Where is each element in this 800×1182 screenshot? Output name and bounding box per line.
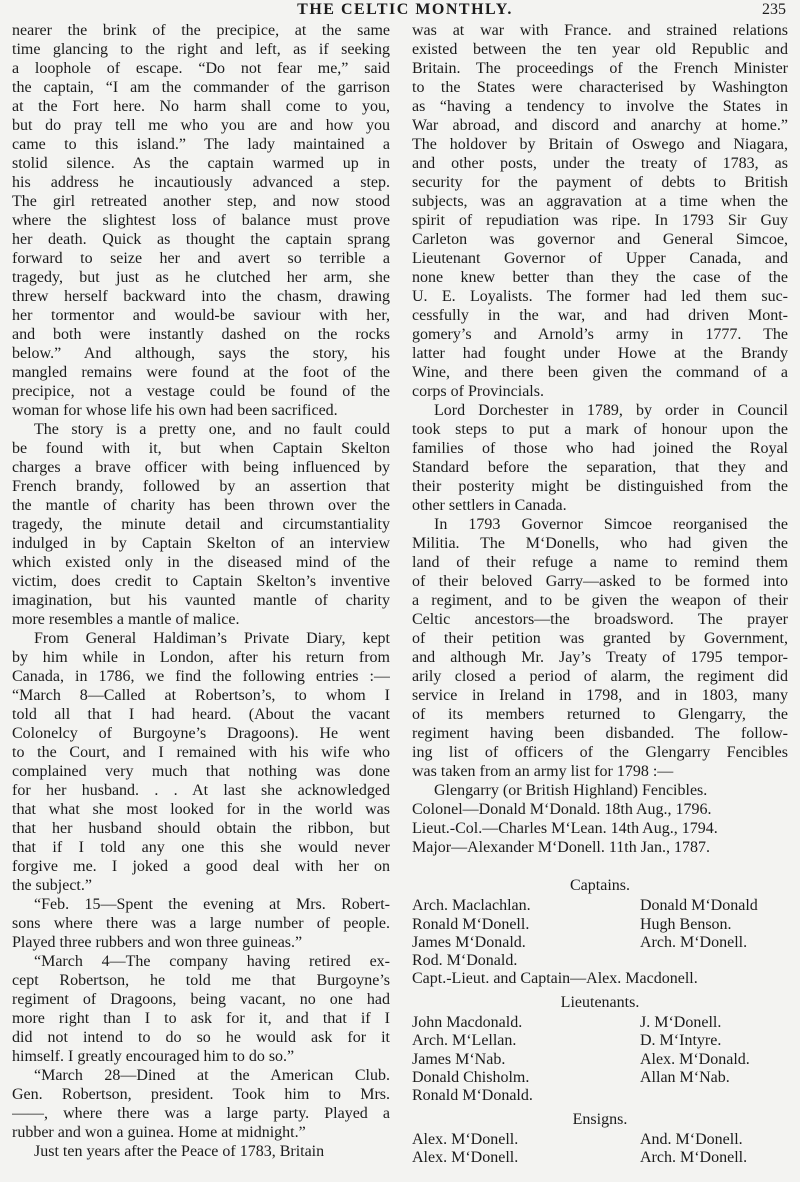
officer-row xyxy=(412,897,788,915)
left-column xyxy=(12,21,390,1161)
officer-name: Donald M‘Donald xyxy=(640,897,758,915)
text-line: a loophole of escape. “Do not fear me,” said xyxy=(12,60,390,77)
officer-list xyxy=(412,872,788,1167)
text-line: her death. Quick as thought the captain sprang xyxy=(12,231,390,248)
text-line: that her husband should obtain the ribbon, but xyxy=(12,820,390,837)
text-line: “March 8—Called at Robertson’s, to whom I xyxy=(12,687,390,704)
text-line: came to this island.” The lady maintained a xyxy=(12,136,390,153)
officer-name: James M‘Nab. xyxy=(412,1050,506,1068)
officer-name: James M‘Donald. xyxy=(412,933,526,951)
text-line: to the Court, and I remained with his wife who xyxy=(12,744,390,761)
text-line: stolid silence. As the captain warmed up in xyxy=(12,155,390,172)
text-line: Wine, and there been given the command of a xyxy=(412,364,788,381)
text-line: more resembles a mantle of malice. xyxy=(12,611,240,628)
text-line: From General Haldiman’s Private Diary, kept xyxy=(34,630,390,647)
officer-name: Hugh Benson. xyxy=(640,915,732,933)
text-line: regiment of Dragoons, being vacant, no one had xyxy=(12,991,390,1008)
text-line: Played three rubbers and won three guineas.” xyxy=(12,934,303,951)
text-line: took steps to put a mark of honour upon the xyxy=(412,421,788,438)
capt-lieut-line: Capt.-Lieut. and Captain—Alex. Macdonell. xyxy=(412,970,698,988)
text-line: War abroad, and discord and anarchy at home.” xyxy=(412,117,788,134)
text-line: forgive me. I joked a good deal with her on xyxy=(12,858,390,875)
officer-name: Alex. M‘Donell. xyxy=(412,1149,519,1167)
officer-row xyxy=(412,1051,788,1069)
text-line: woman for whose life his own had been sacrificed. xyxy=(12,402,338,419)
page-number: 235 xyxy=(762,1,786,18)
text-line: mangled remains were found at the foot of the xyxy=(12,364,390,381)
officer-name: Alex. M‘Donald. xyxy=(640,1050,750,1068)
text-line: other settlers in Canada. xyxy=(412,497,567,514)
text-line: threw herself backward into the chasm, drawing xyxy=(12,288,390,305)
text-line: The story is a pretty one, and no fault could xyxy=(34,421,390,438)
text-line: Standard before the separation, that they and xyxy=(412,459,788,476)
officer-name: Arch. M‘Donell. xyxy=(640,1149,748,1167)
text-line: but do pray tell me who you are and how you xyxy=(12,117,390,134)
text-line: the subject.” xyxy=(12,877,92,894)
officer-name: D. M‘Intyre. xyxy=(640,1032,722,1050)
officer-row xyxy=(412,1131,788,1149)
officer-name: Arch. Maclachlan. xyxy=(412,897,531,915)
text-line: cept Robertson, he told me that Burgoyne’s xyxy=(12,972,390,989)
text-line: Lord Dorchester in 1789, by order in Council xyxy=(434,402,788,419)
text-line: Canada, in 1786, we find the following entries :— xyxy=(12,668,390,685)
text-line: In 1793 Governor Simcoe reorganised the xyxy=(434,516,788,533)
text-line: complained very much that nothing was done xyxy=(12,763,390,780)
text-line: gomery’s and Arnold’s army in 1777. The xyxy=(412,326,788,343)
text-line: precipice, not a vestage could be found of the xyxy=(12,383,390,400)
officer-row xyxy=(412,1069,788,1087)
officer-row xyxy=(412,934,788,952)
text-line: land of their refuge a name to remind them xyxy=(412,554,788,571)
text-line: for her husband. . . At last she acknowledged xyxy=(12,782,390,799)
text-line: Militia. The M‘Donells, who had given the xyxy=(412,535,788,552)
right-column xyxy=(412,21,788,857)
lieutenants-rows xyxy=(412,1014,788,1105)
text-line: her tormentor and would-be saviour with her, xyxy=(12,307,390,324)
text-line: of its members returned to Glengarry, the xyxy=(412,706,788,723)
officer-name: Rod. M‘Donald. xyxy=(412,952,518,970)
text-line: to the States were characterised by Washington xyxy=(412,79,788,96)
text-line: at the Fort here. No harm shall come to you, xyxy=(12,98,390,115)
text-line: families of those who had joined the Royal xyxy=(412,440,788,457)
officer-name: Ronald M‘Donald. xyxy=(412,1087,533,1105)
officer-name: Alex. M‘Donell. xyxy=(412,1130,519,1148)
text-line: security for the payment of debts to British xyxy=(412,174,788,191)
text-line: sons where there was a large number of people. xyxy=(12,915,390,932)
text-line: of their beloved Garry—asked to be formed into xyxy=(412,573,788,590)
text-line: told all that I had heard. (About the vacant xyxy=(12,706,390,723)
text-line: Glengarry (or British Highland) Fencibles. xyxy=(434,782,708,799)
lieutenants-heading: Lieutenants. xyxy=(560,993,640,1011)
text-line: was taken from an army list for 1798 :— xyxy=(412,763,674,780)
officer-name: Arch. M‘Donell. xyxy=(640,933,748,951)
text-line: by him while in London, after his return from xyxy=(12,649,390,666)
text-line: where the slightest loss of balance must prove xyxy=(12,212,390,229)
officer-row xyxy=(412,952,788,970)
text-line: was at war with France. and strained relations xyxy=(412,22,788,39)
text-line: Colonelcy of Burgoyne’s Dragoons). He went xyxy=(12,725,390,742)
officer-name: Ronald M‘Donell. xyxy=(412,915,530,933)
text-line: rubber and won a guinea. Home at midnight.” xyxy=(12,1124,306,1141)
text-line: cessfully in the war, and had driven Mont- xyxy=(412,307,788,324)
officer-name: Allan M‘Nab. xyxy=(640,1068,730,1086)
text-line: tragedy, but just as he clutched her arm, she xyxy=(12,269,390,286)
text-line: and other posts, under the treaty of 1783, as xyxy=(412,155,788,172)
text-line: their posterity might be distinguished from the xyxy=(412,478,788,495)
text-line: and both were instantly dashed on the rocks xyxy=(12,326,390,343)
text-line: charges a brave officer with being influenced by xyxy=(12,459,390,476)
officer-row xyxy=(412,1014,788,1032)
text-line: himself. I greatly encouraged him to do so.” xyxy=(12,1048,295,1065)
text-line: that if I told any one this she would never xyxy=(12,839,390,856)
text-line: the mantle of charity has been thrown over the xyxy=(12,497,390,514)
officer-name: J. M‘Donell. xyxy=(640,1014,722,1032)
text-line: below.” And although, says the story, his xyxy=(12,345,390,362)
text-line: Gen. Robertson, president. Took him to Mrs. xyxy=(12,1086,390,1103)
text-line: indulged in by Captain Skelton of an interview xyxy=(12,535,390,552)
text-line: Colonel—Donald M‘Donald. 18th Aug., 1796. xyxy=(412,801,712,818)
text-line: French brandy, followed by an assertion that xyxy=(12,478,390,495)
text-line: his address he incautiously advanced a step. xyxy=(12,174,390,191)
text-line: which existed only in the diseased mind of the xyxy=(12,554,390,571)
text-line: tragedy, the minute detail and circumstantiality xyxy=(12,516,390,533)
journal-title: THE CELTIC MONTHLY. xyxy=(297,1,513,18)
captains-heading: Captains. xyxy=(570,877,630,894)
text-line: that what she most looked for in the world was xyxy=(12,801,390,818)
text-line: nearer the brink of the precipice, at the same xyxy=(12,22,390,39)
captains-rows xyxy=(412,897,788,970)
text-line: time glancing to the right and left, as if seeking xyxy=(12,41,390,58)
text-line: existed between the ten year old Republic and xyxy=(412,41,788,58)
text-line: victim, does credit to Captain Skelton’s inventive xyxy=(12,573,390,590)
officer-name: And. M‘Donell. xyxy=(640,1130,743,1148)
text-line: regiment having been disbanded. The follow- xyxy=(412,725,788,742)
text-line: imagination, but his vaunted mantle of charity xyxy=(12,592,390,609)
text-line: subjects, was an aggravation at a time when the xyxy=(412,193,788,210)
officer-row xyxy=(412,1149,788,1167)
text-line: be found with it, but when Captain Skelton xyxy=(12,440,390,457)
text-line: The girl retreated another step, and now stood xyxy=(12,193,390,210)
text-line: latter had fought under Howe at the Brandy xyxy=(412,345,788,362)
ensigns-heading: Ensigns. xyxy=(572,1110,628,1128)
text-line: a regiment, and to be given the weapon of their xyxy=(412,592,788,609)
officer-row xyxy=(412,916,788,934)
text-line: U. E. Loyalists. The former had led them suc- xyxy=(412,288,788,305)
text-line: more right than I to ask for it, and that if I xyxy=(12,1010,390,1027)
text-line: and although Mr. Jay’s Treaty of 1795 tempor- xyxy=(412,649,788,666)
officer-name: Donald Chisholm. xyxy=(412,1068,530,1086)
text-line: “Feb. 15—Spent the evening at Mrs. Robert- xyxy=(34,896,390,913)
text-line: Major—Alexander M‘Donell. 11th Jan., 1787. xyxy=(412,839,711,856)
officer-row xyxy=(412,1087,788,1105)
text-line: of their petition was granted by Government, xyxy=(412,630,788,647)
officer-name: Arch. M‘Lellan. xyxy=(412,1032,517,1050)
text-line: Carleton was governor and General Simcoe, xyxy=(412,231,788,248)
text-line: arily closed a period of alarm, the regiment did xyxy=(412,668,788,685)
text-line: service in Ireland in 1798, and in 1803, many xyxy=(412,687,788,704)
text-line: as “having a tendency to involve the States in xyxy=(412,98,788,115)
text-line: spirit of repudiation was ripe. In 1793 Sir Guy xyxy=(412,212,788,229)
text-line: Celtic ancestors—the broadsword. The prayer xyxy=(412,611,788,628)
text-line: the captain, “I am the commander of the garrison xyxy=(12,79,390,96)
text-line: corps of Provincials. xyxy=(412,383,544,400)
officer-name: John Macdonald. xyxy=(412,1014,523,1032)
text-line: ——, where there was a large party. Played a xyxy=(12,1105,390,1122)
text-line: ing list of officers of the Glengarry Fencibles xyxy=(412,744,788,761)
text-line: Just ten years after the Peace of 1783, Britain xyxy=(34,1143,325,1160)
text-line: “March 28—Dined at the American Club. xyxy=(34,1067,390,1084)
running-header xyxy=(0,1,800,19)
ensigns-rows xyxy=(412,1131,788,1168)
text-line: none knew better than they the case of the xyxy=(412,269,788,286)
text-line: forward to seize her and avert so terrible a xyxy=(12,250,390,267)
officer-row xyxy=(412,1032,788,1050)
text-line: Lieut.-Col.—Charles M‘Lean. 14th Aug., 1794. xyxy=(412,820,718,837)
text-line: The holdover by Britain of Oswego and Niagara, xyxy=(412,136,788,153)
text-line: “March 4—The company having retired ex- xyxy=(34,953,390,970)
text-line: Britain. The proceedings of the French Minister xyxy=(412,60,788,77)
text-line: Lieutenant Governor of Upper Canada, and xyxy=(412,250,788,267)
text-line: did not intend to do so he would ask for it xyxy=(12,1029,390,1046)
